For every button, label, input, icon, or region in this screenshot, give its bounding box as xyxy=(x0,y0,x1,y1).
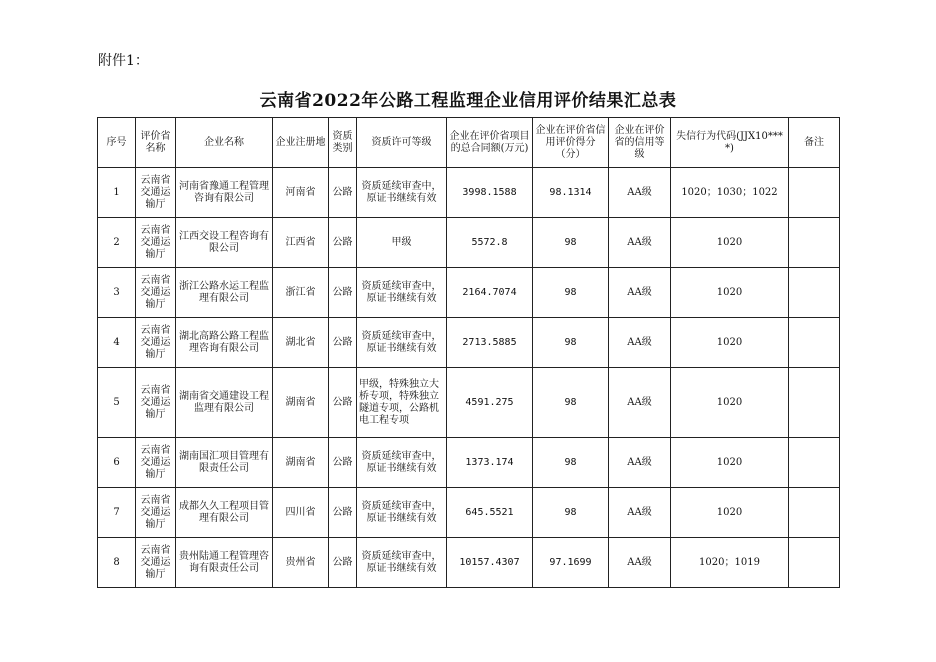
cell-qual-grade: 甲级，特殊独立大桥专项，特殊独立隧道专项，公路机电工程专项 xyxy=(357,368,447,438)
cell-company: 湖北高路公路工程监理咨询有限公司 xyxy=(176,318,273,368)
cell-seq: 7 xyxy=(98,488,136,538)
cell-company: 浙江公路水运工程监理有限公司 xyxy=(176,268,273,318)
cell-remark xyxy=(789,168,840,218)
cell-qual-grade: 资质延续审查中，原证书继续有效 xyxy=(357,168,447,218)
cell-seq: 4 xyxy=(98,318,136,368)
cell-qual-grade: 资质延续审查中，原证书继续有效 xyxy=(357,538,447,588)
cell-score: 98 xyxy=(533,268,609,318)
cell-contract: 2713.5885 xyxy=(447,318,533,368)
cell-evaluator: 云南省交通运输厅 xyxy=(136,218,176,268)
cell-registration: 四川省 xyxy=(273,488,329,538)
cell-remark xyxy=(789,438,840,488)
cell-contract: 4591.275 xyxy=(447,368,533,438)
cell-code: 1020 xyxy=(671,268,789,318)
cell-qual-grade: 资质延续审查中，原证书继续有效 xyxy=(357,318,447,368)
header-contract: 企业在评价省项目的总合同额(万元) xyxy=(447,118,533,168)
cell-evaluator: 云南省交通运输厅 xyxy=(136,318,176,368)
cell-seq: 2 xyxy=(98,218,136,268)
cell-score: 97.1699 xyxy=(533,538,609,588)
header-evaluator: 评价省名称 xyxy=(136,118,176,168)
table-row xyxy=(98,488,840,538)
table-row xyxy=(98,538,840,588)
attachment-label: 附件1： xyxy=(98,53,149,69)
cell-code: 1020；1019 xyxy=(671,538,789,588)
header-score: 企业在评价省信用评价得分（分） xyxy=(533,118,609,168)
cell-company: 湖南省交通建设工程监理有限公司 xyxy=(176,368,273,438)
cell-code: 1020 xyxy=(671,488,789,538)
header-qual-type: 资质类别 xyxy=(329,118,357,168)
cell-code: 1020 xyxy=(671,318,789,368)
table-row xyxy=(98,168,840,218)
cell-company: 湖南国汇项目管理有限责任公司 xyxy=(176,438,273,488)
cell-company: 贵州陆通工程管理咨询有限责任公司 xyxy=(176,538,273,588)
cell-qual-type: 公路 xyxy=(329,488,357,538)
cell-registration: 浙江省 xyxy=(273,268,329,318)
cell-code: 1020 xyxy=(671,438,789,488)
cell-evaluator: 云南省交通运输厅 xyxy=(136,368,176,438)
cell-remark xyxy=(789,218,840,268)
table-header-row xyxy=(98,118,840,168)
cell-qual-grade: 资质延续审查中，原证书继续有效 xyxy=(357,268,447,318)
page-title: 云南省2022年公路工程监理企业信用评价结果汇总表 xyxy=(259,91,677,111)
cell-evaluator: 云南省交通运输厅 xyxy=(136,168,176,218)
cell-credit-grade: AA级 xyxy=(609,218,671,268)
header-seq: 序号 xyxy=(98,118,136,168)
cell-registration: 湖南省 xyxy=(273,368,329,438)
header-registration: 企业注册地 xyxy=(273,118,329,168)
header-code: 失信行为代码(JJX10****) xyxy=(671,118,789,168)
cell-score: 98 xyxy=(533,218,609,268)
header-remark: 备注 xyxy=(789,118,840,168)
cell-remark xyxy=(789,538,840,588)
cell-company: 河南省豫通工程管理咨询有限公司 xyxy=(176,168,273,218)
cell-credit-grade: AA级 xyxy=(609,438,671,488)
cell-company: 江西交设工程咨询有限公司 xyxy=(176,218,273,268)
cell-registration: 河南省 xyxy=(273,168,329,218)
credit-evaluation-table xyxy=(97,117,840,588)
cell-contract: 10157.4307 xyxy=(447,538,533,588)
cell-contract: 5572.8 xyxy=(447,218,533,268)
cell-qual-grade: 资质延续审查中，原证书继续有效 xyxy=(357,438,447,488)
cell-registration: 湖北省 xyxy=(273,318,329,368)
cell-registration: 贵州省 xyxy=(273,538,329,588)
cell-credit-grade: AA级 xyxy=(609,318,671,368)
cell-qual-type: 公路 xyxy=(329,168,357,218)
cell-evaluator: 云南省交通运输厅 xyxy=(136,538,176,588)
cell-qual-type: 公路 xyxy=(329,538,357,588)
header-credit-grade: 企业在评价省的信用等级 xyxy=(609,118,671,168)
cell-seq: 1 xyxy=(98,168,136,218)
cell-qual-type: 公路 xyxy=(329,268,357,318)
cell-company: 成都久久工程项目管理有限公司 xyxy=(176,488,273,538)
cell-seq: 6 xyxy=(98,438,136,488)
cell-seq: 5 xyxy=(98,368,136,438)
cell-contract: 3998.1588 xyxy=(447,168,533,218)
table-row xyxy=(98,268,840,318)
cell-score: 98.1314 xyxy=(533,168,609,218)
cell-remark xyxy=(789,268,840,318)
cell-registration: 湖南省 xyxy=(273,438,329,488)
cell-registration: 江西省 xyxy=(273,218,329,268)
cell-qual-grade: 甲级 xyxy=(357,218,447,268)
table-row xyxy=(98,438,840,488)
cell-evaluator: 云南省交通运输厅 xyxy=(136,438,176,488)
cell-remark xyxy=(789,318,840,368)
cell-qual-type: 公路 xyxy=(329,218,357,268)
cell-qual-type: 公路 xyxy=(329,438,357,488)
cell-evaluator: 云南省交通运输厅 xyxy=(136,488,176,538)
cell-qual-type: 公路 xyxy=(329,318,357,368)
cell-qual-grade: 资质延续审查中，原证书继续有效 xyxy=(357,488,447,538)
cell-score: 98 xyxy=(533,488,609,538)
cell-score: 98 xyxy=(533,318,609,368)
cell-credit-grade: AA级 xyxy=(609,538,671,588)
table-row xyxy=(98,318,840,368)
cell-code: 1020 xyxy=(671,218,789,268)
cell-contract: 645.5521 xyxy=(447,488,533,538)
cell-code: 1020；1030；1022 xyxy=(671,168,789,218)
cell-credit-grade: AA级 xyxy=(609,268,671,318)
cell-evaluator: 云南省交通运输厅 xyxy=(136,268,176,318)
cell-credit-grade: AA级 xyxy=(609,168,671,218)
cell-credit-grade: AA级 xyxy=(609,368,671,438)
cell-score: 98 xyxy=(533,438,609,488)
header-company: 企业名称 xyxy=(176,118,273,168)
table-row xyxy=(98,218,840,268)
cell-seq: 8 xyxy=(98,538,136,588)
cell-credit-grade: AA级 xyxy=(609,488,671,538)
cell-code: 1020 xyxy=(671,368,789,438)
table-row xyxy=(98,368,840,438)
cell-score: 98 xyxy=(533,368,609,438)
cell-remark xyxy=(789,488,840,538)
cell-seq: 3 xyxy=(98,268,136,318)
cell-contract: 2164.7074 xyxy=(447,268,533,318)
cell-contract: 1373.174 xyxy=(447,438,533,488)
cell-remark xyxy=(789,368,840,438)
cell-qual-type: 公路 xyxy=(329,368,357,438)
header-qual-grade: 资质许可等级 xyxy=(357,118,447,168)
